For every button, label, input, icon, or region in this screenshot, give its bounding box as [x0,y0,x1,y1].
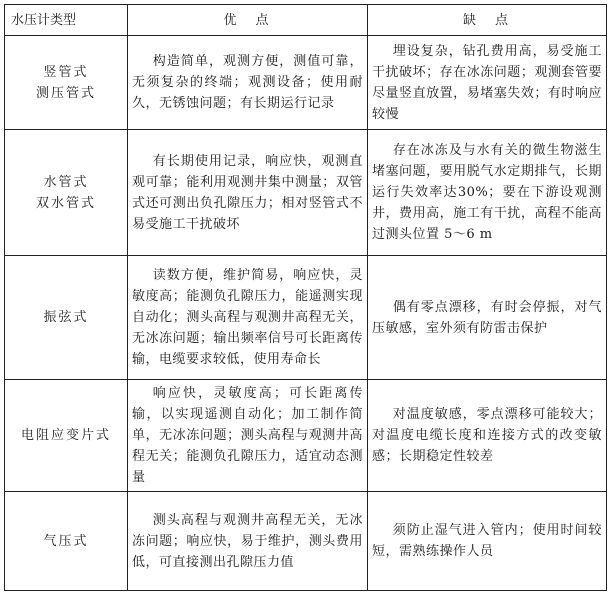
table-row [5,130,607,256]
pros-cell: 读数方便，维护简易，响应快，灵敏度高；能测负孔隙压力，能遥测实现自动化；测头高程与观测井高程无关，无冰冻问题；输出频率信号可长距离传输，电缆要求较低，使用寿命长 [128,256,368,380]
pros-cell: 构造简单，观测方便，测值可靠，无须复杂的终端；观测设备；使用耐久，无锈蚀问题；有长期运行记录 [128,36,368,130]
gauge-type-cell: 竖管式 测压管式 [5,36,128,130]
table-row [5,256,607,380]
header-pros: 优 点 [128,5,368,36]
gauge-type-cell: 振弦式 [5,256,128,380]
gauge-type-cell: 气压式 [5,492,128,591]
gauge-type-cell: 电阻应变片式 [5,380,128,492]
table-row [5,36,607,130]
cons-cell: 偶有零点漂移，有时会停振，对气压敏感，室外须有防雷击保护 [368,256,607,380]
comparison-table [4,4,607,591]
pros-cell: 测头高程与观测井高程无关，无冰冻问题；响应快，易于维护，测头费用低，可直接测出孔隙压力值 [128,492,368,591]
cons-cell: 须防止湿气进入管内；使用时间较短，需熟练操作人员 [368,492,607,591]
cons-cell: 对温度敏感，零点漂移可能较大；对温度电缆长度和连接方式的改变敏感；长期稳定性较差 [368,380,607,492]
table-row [5,492,607,591]
header-type: 水压计类型 [5,5,128,36]
table-row [5,380,607,492]
gauge-type-cell: 水管式 双水管式 [5,130,128,256]
cons-cell: 埋设复杂，钻孔费用高，易受施工干扰破坏；存在冰冻问题；观测套管要尽量竖直放置，易堵塞失效；有时响应较慢 [368,36,607,130]
header-cons: 缺 点 [368,5,607,36]
cons-cell: 存在冰冻及与水有关的微生物滋生堵塞问题，要用脱气水定期排气，长期运行失效率达30%；要在下游设观测井，费用高，施工有干扰，高程不能高过测头位置 5～6 m [368,130,607,256]
table-header-row [5,5,607,36]
pros-cell: 响应快，灵敏度高；可长距离传输，以实现遥测自动化；加工制作简单，无冰冻问题；测头高程与观测井高程无关；能测负孔隙压力，适宜动态测量 [128,380,368,492]
pros-cell: 有长期使用记录，响应快，观测直观可靠；能利用观测井集中测量；双管式还可测出负孔隙压力；相对竖管式不易受施工干扰破坏 [128,130,368,256]
